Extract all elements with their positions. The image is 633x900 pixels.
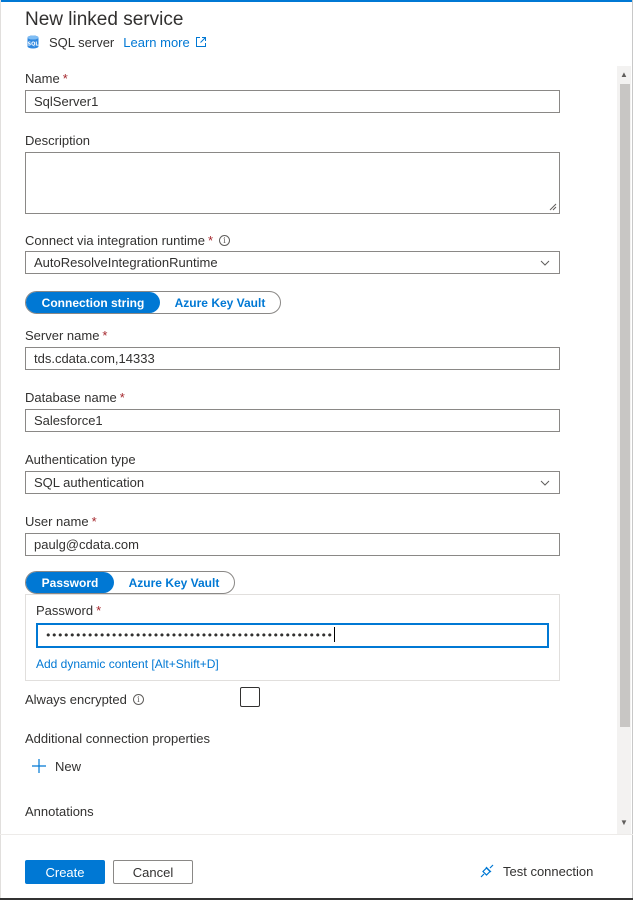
vertical-scrollbar[interactable] [617, 66, 631, 834]
server-name-input[interactable]: tds.cdata.com,14333 [25, 347, 560, 370]
test-connection-button[interactable] [479, 863, 593, 879]
auth-type-value: SQL authentication [34, 475, 145, 490]
server-name-label: Server name * [25, 328, 108, 343]
chevron-down-icon [539, 477, 551, 489]
scroll-up-icon[interactable]: ▲ [620, 70, 628, 79]
password-label: Password * [36, 603, 102, 618]
new-label: New [55, 758, 82, 774]
scrollbar-thumb[interactable] [620, 84, 630, 727]
database-name-input[interactable]: Salesforce1 [25, 409, 560, 432]
text-caret [334, 627, 335, 642]
password-input[interactable] [36, 623, 549, 648]
name-label: Name * [25, 71, 68, 86]
form-scroll-area[interactable] [0, 66, 633, 834]
password-section [25, 594, 560, 681]
password-source-toggle [25, 571, 235, 594]
svg-text:SQL: SQL [27, 41, 39, 48]
runtime-label: Connect via integration runtime * i [25, 233, 230, 248]
password-mask: •••••••••••••••••••••••••••••••••••••••••••••••• [45, 629, 333, 642]
runtime-select[interactable] [25, 251, 560, 274]
conn-key-vault-option[interactable]: Azure Key Vault [174, 295, 266, 310]
learn-more-link[interactable] [123, 35, 206, 50]
scroll-down-icon[interactable]: ▼ [620, 818, 628, 827]
plug-icon [479, 863, 495, 879]
always-encrypted-label: Always encrypted i [25, 692, 144, 707]
connection-string-option[interactable]: Connection string [26, 292, 160, 313]
linked-service-type: SQL server [49, 34, 115, 50]
add-property-button[interactable] [31, 758, 81, 774]
description-label: Description [25, 133, 91, 148]
description-textarea[interactable] [25, 152, 560, 214]
test-connection-label: Test connection [503, 863, 594, 879]
connection-source-toggle [25, 291, 281, 314]
pw-key-vault-option[interactable]: Azure Key Vault [128, 575, 220, 590]
resize-grip-icon[interactable] [549, 203, 557, 211]
password-option[interactable]: Password [26, 572, 114, 593]
plus-icon [31, 758, 47, 774]
always-encrypted-checkbox[interactable] [240, 687, 260, 707]
runtime-value: AutoResolveIntegrationRuntime [34, 255, 218, 270]
cancel-button[interactable]: Cancel [113, 860, 193, 884]
sql-server-icon [25, 34, 41, 50]
additional-props-label: Additional connection properties [25, 731, 211, 746]
user-name-input[interactable]: paulg@cdata.com [25, 533, 560, 556]
database-name-label: Database name * [25, 390, 125, 405]
runtime-info-icon[interactable]: i [219, 235, 230, 246]
user-name-label: User name * [25, 514, 97, 529]
panel-subtitle [25, 34, 207, 50]
chevron-down-icon [539, 257, 551, 269]
auth-type-select[interactable] [25, 471, 560, 494]
always-encrypted-info-icon[interactable]: i [133, 694, 144, 705]
annotations-label: Annotations [25, 804, 94, 819]
panel-top-border [0, 0, 633, 2]
add-dynamic-content-link[interactable]: Add dynamic content [Alt+Shift+D] [36, 657, 219, 671]
learn-more-label: Learn more [123, 34, 190, 50]
footer-divider [0, 834, 633, 835]
name-input[interactable]: SqlServer1 [25, 90, 560, 113]
create-button[interactable]: Create [25, 860, 105, 884]
auth-type-label: Authentication type [25, 452, 136, 467]
page-title: New linked service [25, 9, 184, 30]
external-link-icon [195, 36, 207, 48]
